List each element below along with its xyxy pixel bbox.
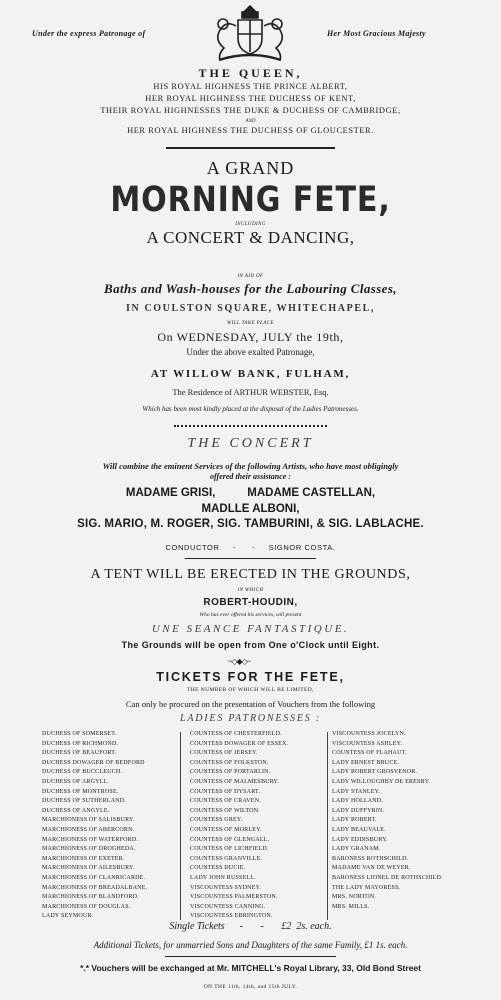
tickets-heading: TICKETS FOR THE FETE, — [156, 670, 345, 684]
patroness-name: LADY GRANAM. — [332, 846, 381, 853]
limited-text: THE NUMBER OF WHICH WILL BE LIMITED, — [187, 687, 314, 693]
patroness-name: BARONESS LIONEL DE ROTHSCHILD. — [332, 874, 443, 881]
patroness-name: COUNTESS OF CHESTERFIELD. — [190, 731, 282, 737]
patroness-name: DUCHESS DOWAGER OF BEDFORD — [42, 759, 145, 766]
patron-gloucester: HER ROYAL HIGHNESS THE DUCHESS OF GLOUCESTER. — [127, 126, 374, 135]
location-heading: AT WILLOW BANK, FULHAM, — [150, 368, 351, 380]
concert-intro-line1: Will combine the eminent Services of the following Artists, who have most obligingly — [102, 461, 399, 471]
patron-duchess-kent: HER ROYAL HIGHNESS THE DUCHESS OF KENT, — [145, 94, 356, 103]
patroness-name: DUCHESS OF MONTROSE. — [42, 788, 119, 795]
patroness-name: MARCHIONESS OF CLANRICARDE. — [42, 874, 146, 881]
including-text: INCLUDING — [235, 222, 266, 227]
patroness-name: MARCHIONESS OF BLANDFORD. — [42, 894, 139, 901]
patroness-name: VISCOUNTESS SYDNEY. — [190, 884, 262, 891]
patroness-name: VISCOUNTESS PALMERSTON. — [190, 894, 278, 901]
patroness-name: MRS. NORTON. — [332, 894, 377, 901]
patroness-name: DUCHESS OF ARGYLL. — [42, 778, 110, 785]
patroness-name: LADY ROBERT. — [332, 817, 377, 824]
tent-heading: A TENT WILL BE ERECTED IN THE GROUNDS, — [90, 567, 411, 582]
patroness-name: MARCHIONESS OF AILESBURY. — [42, 865, 135, 872]
patroness-name: MADAME VAN DE WEYER. — [332, 865, 411, 872]
patroness-name: LADY BEAUVALE. — [332, 826, 386, 833]
patroness-name: COUNTESS OF CRAVEN. — [190, 798, 261, 805]
scroll-ornament-icon: ~◇◆◇~ — [228, 657, 251, 666]
patroness-name: MARCHIONESS OF DROGHEDA. — [42, 846, 136, 853]
divider-rule-2 — [185, 558, 316, 559]
patronage-right-text: Her Most Gracious Majesty — [327, 29, 426, 38]
patronesses-column-2 — [190, 730, 288, 922]
single-tickets-price: Single Tickets - - £2 2s. each. — [169, 921, 332, 932]
royal-coat-of-arms-icon — [205, 2, 295, 66]
patroness-name: COUNTESS OF PORTARLIN. — [190, 769, 271, 776]
in-which-text: IN WHICH — [237, 588, 264, 593]
patroness-name: DUCHESS OF BUCCLEUCH. — [42, 769, 123, 776]
patroness-name: LADY EDDISBURY. — [332, 836, 388, 843]
ornamental-divider — [174, 425, 327, 427]
patroness-name: MARCHIONESS OF EXETER. — [42, 855, 125, 862]
baths-heading: Baths and Wash-houses for the Labouring Classes, — [104, 281, 397, 296]
morning-fete-title: MORNING FETE, — [110, 180, 391, 220]
seance-heading: UNE SEANCE FANTASTIQUE. — [151, 623, 350, 635]
patroness-name: LADY STANLEY. — [332, 788, 381, 795]
patroness-name: LADY ROBERT GROSVENOR. — [332, 769, 418, 776]
artists-line2: MADLLE ALBONI, — [201, 503, 300, 515]
artists-line1: MADAME GRISI, MADAME CASTELLAN, — [125, 487, 376, 499]
patroness-name: VISCOUNTESS EBRINGTON. — [190, 913, 273, 920]
patroness-name: LADY HOLLAND. — [332, 798, 384, 805]
patroness-name: COUNTESS OF JERSEY. — [190, 750, 258, 757]
column-separator-1 — [180, 732, 181, 920]
patroness-name: COUNTESS OF LICHFIELD. — [190, 846, 269, 853]
patroness-name: DUCHESS OF RICHMOND. — [42, 740, 119, 747]
patroness-name: COUNTESS OF DYSART. — [190, 788, 261, 795]
vouchers-note: *.* Vouchers will be exchanged at Mr. MITCHELL's Royal Library, 33, Old Bond Street — [80, 963, 421, 973]
artists-line3: SIG. MARIO, M. ROGER, SIG. TAMBURINI, & SIG. LABLACHE. — [77, 518, 424, 530]
patroness-name: COUNTESS OF MALMESBURY. — [190, 778, 280, 785]
patroness-name: COUNTESS OF FLAHAUT. — [332, 750, 407, 757]
queen-heading: THE QUEEN, — [198, 66, 303, 80]
conductor-text: CONDUCTOR - - SIGNOR COSTA. — [165, 543, 336, 552]
concert-dancing-heading: A CONCERT & DANCING, — [146, 228, 355, 247]
grounds-open-text: The Grounds will be open from One o'Clock until Eight. — [121, 640, 380, 650]
patroness-name: MARCHIONESS OF ABERCORN. — [42, 826, 135, 833]
patroness-name: COUNTESS DUCIE. — [190, 865, 246, 872]
patroness-name: MARCHIONESS OF SALISBURY. — [42, 817, 135, 824]
patroness-name: VISCOUNTESS ASHLEY. — [332, 740, 403, 747]
patroness-name: DUCHESS OF SUTHERLAND. — [42, 798, 126, 805]
column-separator-2 — [327, 732, 328, 920]
patroness-name: LADY SEYMOUR. — [42, 913, 94, 920]
who-has-text: Who has ever offered his services, will present — [199, 612, 302, 618]
patroness-name: MARCHIONESS OF BREADALBANE. — [42, 884, 148, 891]
concert-intro-line2: offered their assistance : — [210, 472, 291, 481]
patron-prince-albert: HIS ROYAL HIGHNESS THE PRINCE ALBERT, — [153, 82, 348, 91]
patroness-name: MARCHIONESS OF WATERFORD. — [42, 836, 139, 843]
patroness-name: COUNTESS GRANVILLE. — [190, 855, 263, 862]
procured-text: Can only be procured on the presentation of Vouchers from the following — [125, 699, 376, 709]
patroness-name: COUNTESS OF MORLEY. — [190, 826, 262, 833]
patroness-name: COUNTESS OF FOLKSTON. — [190, 759, 269, 766]
patronage-left-text: Under the express Patronage of — [32, 29, 146, 38]
a-grand-text: A GRAND — [206, 158, 295, 178]
patroness-name: DUCHESS OF ANGYLE. — [42, 807, 110, 814]
patroness-name: LADY DUFFYRIN. — [332, 807, 385, 814]
voucher-dates: ON THE 11th, 14th, and 15th JULY. — [203, 984, 298, 990]
patroness-name: BARONESS ROTHSCHILD. — [332, 855, 409, 862]
patronesses-column-3 — [332, 730, 443, 912]
disposal-text: Which has been most kindly placed at the disposal of the Ladies Patronesses. — [142, 405, 359, 413]
event-date: On WEDNESDAY, JULY the 19th, — [157, 330, 344, 344]
patroness-name: VISCOUNTESS JOCELYN. — [332, 731, 406, 737]
patroness-name: COUNTESS OF WILTON. — [190, 807, 260, 814]
patroness-name: COUNTESS GREY. — [190, 817, 243, 824]
patroness-name: THE LADY MAYORESS. — [332, 884, 401, 891]
patroness-name: LADY ERNEST BRUCE. — [332, 759, 400, 766]
patronesses-heading: LADIES PATRONESSES : — [180, 713, 321, 724]
patron-cambridge: THEIR ROYAL HIGHNESSES THE DUKE & DUCHESS OF CAMBRIDGE, — [100, 106, 401, 115]
robert-houdin-text: ROBERT-HOUDIN, — [203, 597, 298, 608]
coulston-square-text: IN COULSTON SQUARE, WHITECHAPEL, — [126, 303, 375, 314]
patroness-name: MRS. MILLS. — [332, 903, 370, 910]
residence-text: The Residence of ARTHUR WEBSTER, Esq. — [172, 387, 329, 397]
patroness-name: DUCHESS OF BEAUFORT. — [42, 750, 117, 757]
patroness-name: COUNTESS OF GLENGALL. — [190, 836, 270, 843]
patroness-name: LADY WILLOUGHBY DE ERESBY. — [332, 778, 431, 785]
patroness-name: VISCOUNTESS CANNING. — [190, 903, 266, 910]
patroness-name: LADY JOHN RUSSELL. — [190, 874, 256, 881]
will-take-place-text: WILL TAKE PLACE — [227, 321, 274, 326]
patron-and: AND — [245, 119, 256, 124]
divider-rule-3 — [165, 956, 336, 957]
concert-heading: THE CONCERT — [187, 436, 314, 451]
in-aid-of-text: IN AID OF — [237, 274, 264, 279]
patroness-name: COUNTESS DOWAGER OF ESSEX. — [190, 740, 289, 747]
under-patronage-text: Under the above exalted Patronage, — [186, 347, 315, 357]
additional-tickets-price: Additional Tickets, for unmarried Sons and Daughters of the same Family, £1 1s. each. — [93, 940, 408, 950]
patroness-name: DUCHESS OF SOMERSET. — [42, 731, 117, 737]
divider-rule — [166, 147, 335, 149]
patroness-name: MARCHIONESS OF DOUGLAS. — [42, 903, 131, 910]
patronesses-column-1 — [42, 730, 147, 922]
